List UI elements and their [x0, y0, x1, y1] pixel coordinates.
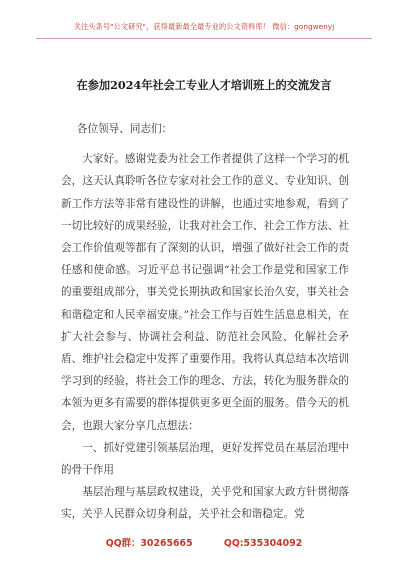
footer-qq-group: QQ群：30265665 [105, 538, 193, 549]
header-divider [36, 38, 372, 39]
paragraph-intro: 大家好。感谢党委为社会工作者提供了这样一个学习的机会，这天认真聆听各位专家对社会工作的意义、专业知识、创新工作方法等非常有建设性的讲解，也通过实地参观，看到了一切比较好的成果经验，让我对社会工作、社会工作方法、社会工作价值观等都有了深刻的认识，增强了做好社会工作的责任感和使命感。习近平总书记强调“社会工作是党和国家工作的重要组成部分，事关党长期执政和国家长治久安，事关社会和谐稳定和人民幸福安康。”社会工作与百姓生活息息相关，在扩大社会参与、协调社会利益、防范社会风险、化解社会矛盾、维护社会稳定中发挥了重要作用。我将认真总结本次培训学习到的经验，将社会工作的理念、方法，转化为服务群众的本领为更多有需要的群体提供更多更全面的服务。借今天的机会，也跟大家分享几点想法： [61, 153, 349, 432]
footer [0, 535, 408, 549]
header-banner: 关注头条号"公文研究"，获得最新最全最专业的公文资料库！ 微信：gongwenyj [73, 22, 335, 31]
footer-qq-contact: QQ:535304092 [223, 538, 303, 549]
paragraph-section-1: 基层治理与基层政权建设，关乎党和国家大政方针贯彻落实，关乎人民群众切身利益，关乎社会和谐稳定。党 [61, 486, 349, 521]
document-title: 在参加2024年社会工专业人才培训班上的交流发言 [76, 78, 332, 92]
section-heading-1: 一、抓好党建引领基层治理，更好发挥党员在基层治理中的骨干作用 [61, 441, 349, 477]
salutation: 各位领导、同志们： [76, 123, 173, 135]
document-body [61, 118, 349, 526]
